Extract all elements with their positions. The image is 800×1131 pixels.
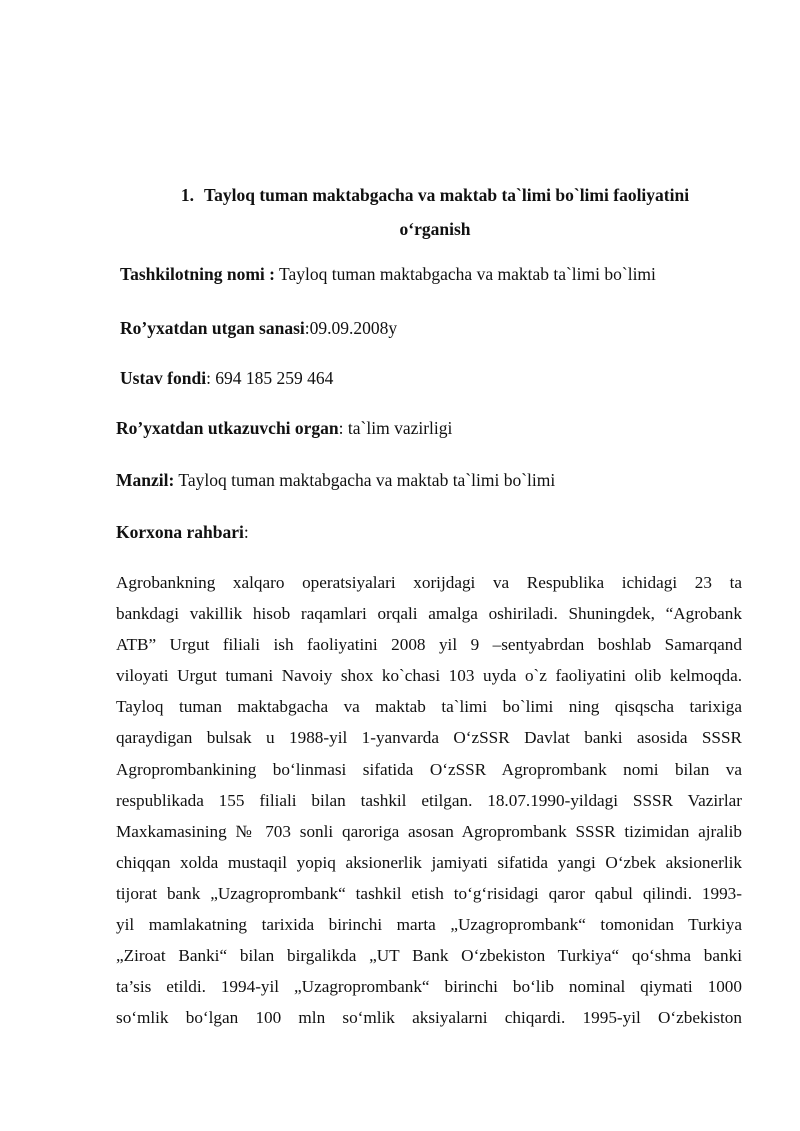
field-registering-body	[116, 416, 452, 440]
paragraph-line: Maxkamasining № 703 sonli qaroriga asosan Agroprombank SSSR tizimidan ajralib	[116, 821, 742, 841]
field-value: Tayloq tuman maktabgacha va maktab ta`limi bo`limi	[274, 264, 656, 284]
field-label: Manzil:	[116, 470, 175, 490]
paragraph-line: ATB” Urgut filiali ish faoliyatini 2008 yil 9 –sentyabrdan boshlab Samarqand	[116, 635, 742, 655]
paragraph-line: so‘mlik bo‘lgan 100 mln so‘mlik aksiyalarni chiqardi. 1995-yil O‘zbekiston	[116, 1008, 742, 1028]
section-title: Tayloq tuman maktabgacha va maktab ta`limi bo`limi faoliyatini	[204, 185, 690, 205]
paragraph-line: viloyati Urgut tumani Navoiy shox ko`chasi 103 uyda o`z faoliyatini olib kelmoqda.	[116, 666, 742, 686]
field-label: Korxona rahbari	[116, 522, 244, 542]
paragraph-line: Tayloq tuman maktabgacha va maktab ta`limi bo`limi ning qisqscha tarixiga	[116, 697, 742, 717]
body-paragraph	[116, 567, 742, 1033]
paragraph-line: Agroprombankining bo‘linmasi sifatida O‘zSSR Agroprombank nomi bilan va	[116, 759, 742, 779]
paragraph-line: respublikada 155 filiali bilan tashkil etilgan. 18.07.1990-yildagi SSSR Vazirlar	[116, 790, 742, 810]
section-heading-line-1	[140, 178, 730, 212]
paragraph-line: ta’sis etildi. 1994-yil „Uzagroprombank“ birinchi bo‘lib nominal qiymati 1000	[116, 977, 742, 997]
paragraph-line: tijorat bank „Uzagroprombank“ tashkil etish to‘g‘risidagi qaror qabul qilindi. 1993-	[116, 883, 742, 903]
field-label: Tashkilotning nomi :	[120, 264, 275, 284]
field-value: :	[243, 522, 249, 542]
section-heading-line-2: o‘rganish	[399, 219, 471, 239]
field-value: : ta`lim vazirligi	[338, 418, 453, 438]
field-label: Ro’yxatdan utgan sanasi	[120, 318, 305, 338]
paragraph-line: yil mamlakatning tarixida birinchi marta „Uzagroprombank“ tomonidan Turkiya	[116, 915, 742, 935]
paragraph-line: qaraydigan bulsak u 1988-yil 1-yanvarda O‘zSSR Davlat banki asosida SSSR	[116, 728, 742, 748]
field-label: Ro’yxatdan utkazuvchi organ	[116, 418, 339, 438]
field-charter-fund	[120, 366, 333, 390]
paragraph-line: „Ziroat Banki“ bilan birgalikda „UT Bank O‘zbekiston Turkiya“ qo‘shma banki	[116, 946, 742, 966]
section-number: 1.	[180, 185, 195, 205]
paragraph-line: Agrobankning xalqaro operatsiyalari xorijdagi va Respublika ichidagi 23 ta	[116, 573, 742, 592]
paragraph-line: chiqqan xolda mustaqil yopiq aksionerlik jamiyati sifatida yangi O‘zbek aksionerlik	[116, 852, 742, 872]
field-label: Ustav fondi	[120, 368, 207, 388]
field-organization-name	[120, 262, 656, 286]
field-registration-date	[120, 316, 397, 340]
paragraph-line: bankdagi vakillik hisob raqamlari orqali amalga oshiriladi. Shuningdek, “Agrobank	[116, 604, 742, 624]
field-address	[116, 468, 555, 492]
field-value: Tayloq tuman maktabgacha va maktab ta`limi bo`limi	[174, 470, 556, 490]
field-value: : 694 185 259 464	[206, 368, 334, 388]
field-director	[116, 520, 249, 544]
section-heading	[140, 178, 730, 246]
field-value: :09.09.2008y	[304, 318, 398, 338]
